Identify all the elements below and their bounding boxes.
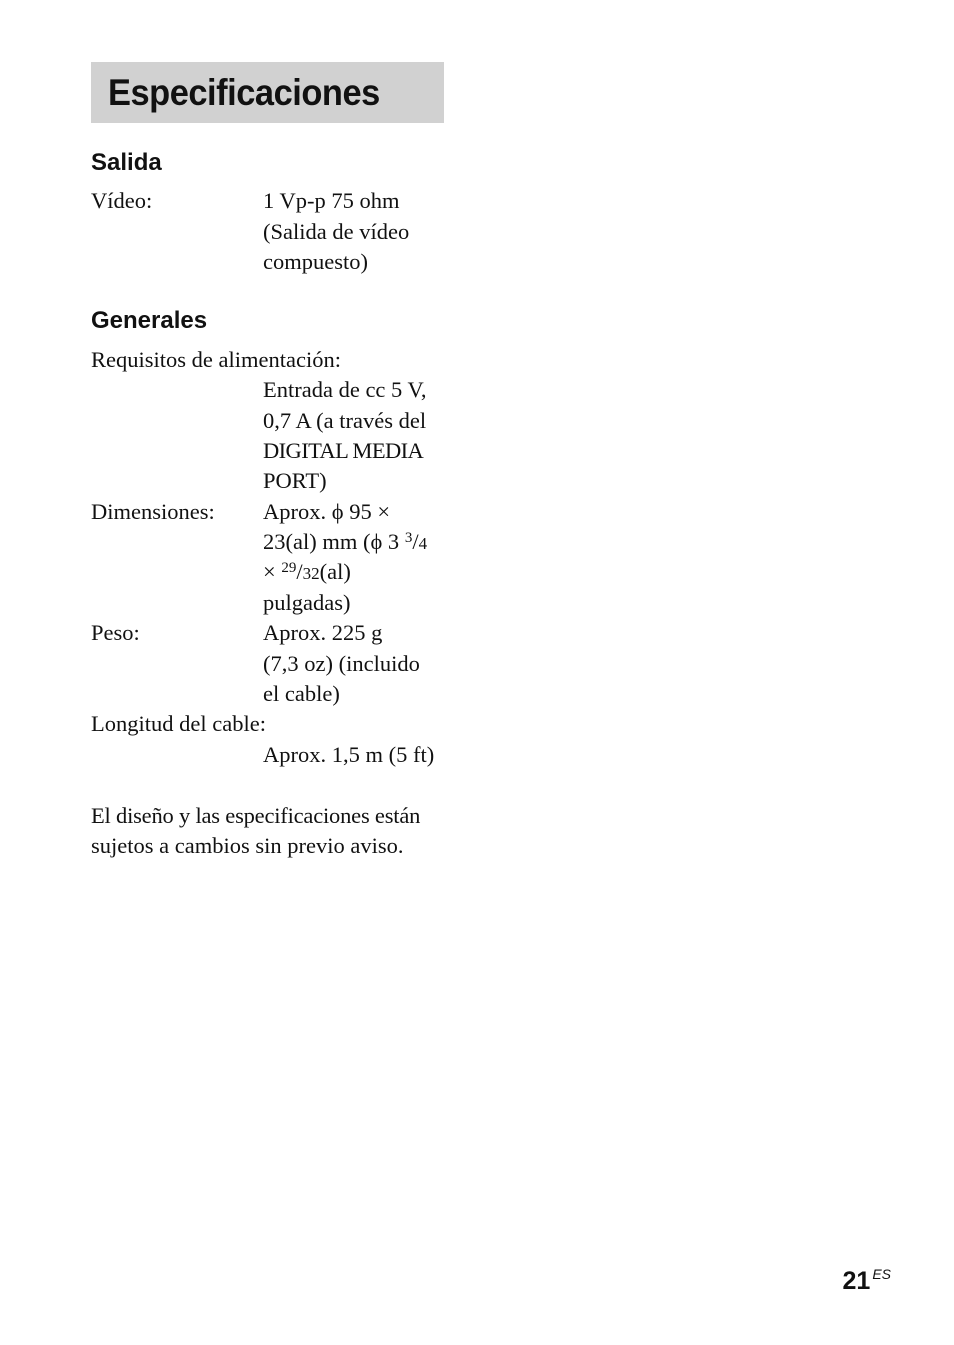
section-heading-generales: Generales [91, 307, 208, 334]
spec-label-dimensions: Dimensiones: [91, 499, 215, 524]
spec-value-power-line-1: Entrada de cc 5 V, [263, 377, 427, 402]
times-symbol: × [263, 559, 276, 584]
spec-value-dimensions-line-2 [263, 527, 427, 559]
page-number [843, 1263, 892, 1299]
spec-label-video: Vídeo: [91, 188, 153, 213]
spec-value-weight-line-2: (7,3 oz) (incluido [263, 651, 420, 676]
fraction-numerator: 3 [404, 530, 413, 546]
spec-label-cable-length: Longitud del cable: [91, 711, 266, 736]
page-language-code: ES [872, 1266, 891, 1282]
note-line-2: sujetos a cambios sin previo aviso. [91, 833, 404, 858]
spec-value-dimensions-line-1: Aprox. ϕ 95 × [263, 499, 391, 524]
spec-label-weight: Peso: [91, 620, 140, 645]
page-number-value: 21 [842, 1267, 871, 1295]
spec-value-weight-line-3: el cable) [263, 681, 340, 706]
fraction-denominator: 4 [418, 534, 428, 553]
spec-value-power-line-2: 0,7 A (a través del [263, 408, 427, 433]
spec-value-power-line-3: DIGITAL MEDIA [263, 438, 424, 463]
dimensions-line-2-text: 23(al) mm (ϕ 3 [263, 529, 400, 554]
spec-value-video-line-3: compuesto) [263, 249, 368, 274]
spec-value-power-line-4: PORT) [263, 468, 327, 493]
spec-value-dimensions-line-3 [263, 557, 351, 589]
spec-label-power: Requisitos de alimentación: [91, 347, 341, 372]
fraction-separator: / [412, 529, 419, 554]
spec-value-weight-line-1: Aprox. 225 g [263, 620, 383, 645]
page-title: Especificaciones [108, 72, 380, 113]
fraction-separator: / [296, 559, 303, 584]
spec-value-video-line-1: 1 Vp-p 75 ohm [263, 188, 400, 213]
note-line-1: El diseño y las especificaciones están [91, 803, 421, 828]
spec-value-dimensions-line-4: pulgadas) [263, 590, 351, 615]
section-heading-salida: Salida [91, 149, 162, 176]
title-banner [91, 62, 444, 123]
fraction-numerator: 29 [281, 560, 297, 576]
fraction-denominator: 32 [302, 564, 320, 583]
spec-value-cable-length: Aprox. 1,5 m (5 ft) [263, 742, 435, 767]
spec-value-video-line-2: (Salida de vídeo [263, 219, 410, 244]
dimensions-line-3-text: (al) [319, 559, 351, 584]
